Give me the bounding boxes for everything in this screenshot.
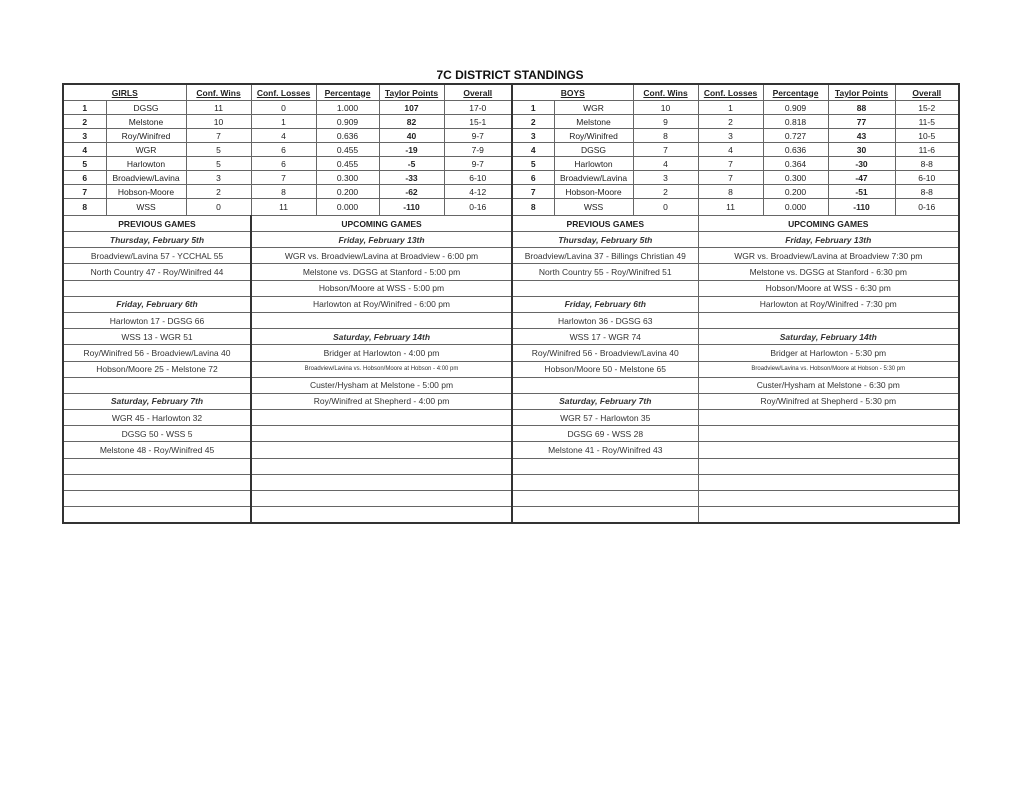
boys-team: Hobson-Moore xyxy=(554,185,633,199)
boys-team: Harlowton xyxy=(554,157,633,171)
empty-cell xyxy=(251,491,512,507)
boys-team: WGR xyxy=(554,101,633,115)
empty-cell xyxy=(698,410,959,426)
boys-overall: 6-10 xyxy=(895,171,959,185)
game-result: Roy/Winifred 56 - Broadview/Lavina 40 xyxy=(63,345,251,361)
boys-conf-losses-header: Conf. Losses xyxy=(698,84,763,101)
boys-percentage: 0.909 xyxy=(763,101,828,115)
boys-overall: 8-8 xyxy=(895,157,959,171)
boys-percentage: 0.727 xyxy=(763,129,828,143)
girls-overall: 0-16 xyxy=(444,199,512,216)
game-result: WGR 57 - Harlowton 35 xyxy=(512,410,698,426)
boys-conf-wins: 0 xyxy=(633,199,698,216)
girls-overall: 7-9 xyxy=(444,143,512,157)
boys-overall: 11-6 xyxy=(895,143,959,157)
game-result: Harlowton 36 - DGSG 63 xyxy=(512,312,698,328)
girls-percentage: 0.000 xyxy=(316,199,379,216)
boys-taylor-points: 88 xyxy=(828,101,895,115)
boys-taylor-points: -51 xyxy=(828,185,895,199)
games-row xyxy=(63,442,959,458)
game-result: Hobson/Moore at WSS - 6:30 pm xyxy=(698,280,959,296)
girls-percentage-header: Percentage xyxy=(316,84,379,101)
boys-team: WSS xyxy=(554,199,633,216)
girls-conf-wins: 3 xyxy=(186,171,251,185)
game-date: Saturday, February 14th xyxy=(251,329,512,345)
boys-taylor-points: -30 xyxy=(828,157,895,171)
empty-cell xyxy=(251,410,512,426)
girls-conf-losses: 4 xyxy=(251,129,316,143)
boys-conf-wins: 3 xyxy=(633,171,698,185)
boys-conf-losses: 4 xyxy=(698,143,763,157)
game-date: Friday, February 6th xyxy=(63,296,251,312)
empty-cell xyxy=(512,507,698,524)
game-result: Harlowton at Roy/Winifred - 6:00 pm xyxy=(251,296,512,312)
boys-rank: 7 xyxy=(512,185,554,199)
boys-conf-losses: 7 xyxy=(698,157,763,171)
girls-upcoming-games-header: UPCOMING GAMES xyxy=(251,216,512,232)
boys-overall: 10-5 xyxy=(895,129,959,143)
standings-row xyxy=(63,129,959,143)
standings-row xyxy=(63,157,959,171)
game-result: Melstone vs. DGSG at Stanford - 5:00 pm xyxy=(251,264,512,280)
boys-rank: 8 xyxy=(512,199,554,216)
boys-overall-header: Overall xyxy=(895,84,959,101)
girls-conf-losses: 7 xyxy=(251,171,316,185)
girls-previous-games-header: PREVIOUS GAMES xyxy=(63,216,251,232)
empty-cell xyxy=(512,491,698,507)
games-row xyxy=(63,248,959,264)
girls-percentage: 0.909 xyxy=(316,115,379,129)
game-result: Hobson/Moore 25 - Melstone 72 xyxy=(63,361,251,377)
boys-conf-wins: 4 xyxy=(633,157,698,171)
empty-cell xyxy=(251,442,512,458)
boys-rank: 5 xyxy=(512,157,554,171)
girls-rank: 7 xyxy=(63,185,106,199)
boys-taylor-points: -110 xyxy=(828,199,895,216)
girls-percentage: 1.000 xyxy=(316,101,379,115)
game-result: Roy/Winifred at Shepherd - 5:30 pm xyxy=(698,393,959,409)
games-row xyxy=(63,426,959,442)
games-row xyxy=(63,361,959,377)
boys-conf-losses: 3 xyxy=(698,129,763,143)
boys-percentage: 0.636 xyxy=(763,143,828,157)
boys-conf-losses: 2 xyxy=(698,115,763,129)
boys-team-header: BOYS xyxy=(512,84,633,101)
game-result: Custer/Hysham at Melstone - 6:30 pm xyxy=(698,377,959,393)
girls-rank: 8 xyxy=(63,199,106,216)
boys-conf-losses: 1 xyxy=(698,101,763,115)
girls-conf-wins: 2 xyxy=(186,185,251,199)
boys-conf-wins: 7 xyxy=(633,143,698,157)
games-row xyxy=(63,474,959,490)
boys-percentage: 0.000 xyxy=(763,199,828,216)
game-result: WSS 13 - WGR 51 xyxy=(63,329,251,345)
standings-row xyxy=(63,101,959,115)
girls-overall-header: Overall xyxy=(444,84,512,101)
boys-team: Broadview/Lavina xyxy=(554,171,633,185)
girls-overall: 15-1 xyxy=(444,115,512,129)
girls-taylor-points: -5 xyxy=(379,157,444,171)
standings-row xyxy=(63,199,959,216)
empty-cell xyxy=(512,280,698,296)
games-row xyxy=(63,280,959,296)
girls-conf-wins: 7 xyxy=(186,129,251,143)
boys-conf-losses: 11 xyxy=(698,199,763,216)
boys-taylor-points: 30 xyxy=(828,143,895,157)
game-result: DGSG 50 - WSS 5 xyxy=(63,426,251,442)
game-date: Saturday, February 14th xyxy=(698,329,959,345)
boys-upcoming-games-header: UPCOMING GAMES xyxy=(698,216,959,232)
boys-team: Melstone xyxy=(554,115,633,129)
game-date: Saturday, February 7th xyxy=(63,393,251,409)
boys-rank: 6 xyxy=(512,171,554,185)
empty-cell xyxy=(251,474,512,490)
standings-row xyxy=(63,171,959,185)
page-title: 7C DISTRICT STANDINGS xyxy=(436,68,584,82)
empty-cell xyxy=(63,458,251,474)
girls-conf-losses: 0 xyxy=(251,101,316,115)
boys-overall: 11-5 xyxy=(895,115,959,129)
girls-conf-losses: 11 xyxy=(251,199,316,216)
girls-taylor-points: -19 xyxy=(379,143,444,157)
boys-previous-games-header: PREVIOUS GAMES xyxy=(512,216,698,232)
game-result: North Country 55 - Roy/Winifred 51 xyxy=(512,264,698,280)
empty-cell xyxy=(63,280,251,296)
boys-taylor-points: 43 xyxy=(828,129,895,143)
girls-team: Broadview/Lavina xyxy=(106,171,186,185)
girls-taylor-points: 82 xyxy=(379,115,444,129)
game-result: Broadview/Lavina vs. Hobson/Moore at Hobson - 5:30 pm xyxy=(698,361,959,377)
empty-cell xyxy=(63,491,251,507)
standings-sheet xyxy=(62,83,960,524)
boys-team: DGSG xyxy=(554,143,633,157)
empty-cell xyxy=(698,312,959,328)
game-result: Broadview/Lavina vs. Hobson/Moore at Hobson - 4:00 pm xyxy=(251,361,512,377)
empty-cell xyxy=(698,426,959,442)
empty-cell xyxy=(698,474,959,490)
games-row xyxy=(63,345,959,361)
game-date: Saturday, February 7th xyxy=(512,393,698,409)
girls-conf-wins: 0 xyxy=(186,199,251,216)
boys-overall: 0-16 xyxy=(895,199,959,216)
boys-conf-wins: 2 xyxy=(633,185,698,199)
empty-cell xyxy=(63,377,251,393)
girls-taylor-points: 40 xyxy=(379,129,444,143)
empty-cell xyxy=(512,377,698,393)
girls-taylor-points: 107 xyxy=(379,101,444,115)
game-result: WGR 45 - Harlowton 32 xyxy=(63,410,251,426)
girls-rank: 5 xyxy=(63,157,106,171)
girls-overall: 9-7 xyxy=(444,157,512,171)
boys-taylor-points: -47 xyxy=(828,171,895,185)
girls-percentage: 0.455 xyxy=(316,157,379,171)
games-row xyxy=(63,296,959,312)
girls-rank: 6 xyxy=(63,171,106,185)
girls-rank: 1 xyxy=(63,101,106,115)
girls-conf-losses: 6 xyxy=(251,143,316,157)
boys-conf-losses: 8 xyxy=(698,185,763,199)
game-result: Broadview/Lavina 37 - Billings Christian 49 xyxy=(512,248,698,264)
game-result: Custer/Hysham at Melstone - 5:00 pm xyxy=(251,377,512,393)
empty-cell xyxy=(698,442,959,458)
game-result: Broadview/Lavina 57 - YCCHAL 55 xyxy=(63,248,251,264)
game-date: Thursday, February 5th xyxy=(63,232,251,248)
game-result: Bridger at Harlowton - 4:00 pm xyxy=(251,345,512,361)
empty-cell xyxy=(251,426,512,442)
girls-taylor-points: -62 xyxy=(379,185,444,199)
boys-taylor-points: 77 xyxy=(828,115,895,129)
boys-rank: 3 xyxy=(512,129,554,143)
game-result: WGR vs. Broadview/Lavina at Broadview - 6:00 pm xyxy=(251,248,512,264)
games-row xyxy=(63,458,959,474)
game-result: Hobson/Moore 50 - Melstone 65 xyxy=(512,361,698,377)
girls-overall: 17-0 xyxy=(444,101,512,115)
games-row xyxy=(63,410,959,426)
game-result: Roy/Winifred 56 - Broadview/Lavina 40 xyxy=(512,345,698,361)
game-result: North Country 47 - Roy/Winifred 44 xyxy=(63,264,251,280)
girls-conf-wins-header: Conf. Wins xyxy=(186,84,251,101)
girls-rank: 2 xyxy=(63,115,106,129)
game-result: Hobson/Moore at WSS - 5:00 pm xyxy=(251,280,512,296)
girls-rank: 4 xyxy=(63,143,106,157)
empty-cell xyxy=(512,458,698,474)
empty-cell xyxy=(512,474,698,490)
girls-team: WGR xyxy=(106,143,186,157)
games-row xyxy=(63,377,959,393)
girls-conf-wins: 5 xyxy=(186,157,251,171)
boys-rank: 4 xyxy=(512,143,554,157)
games-row xyxy=(63,232,959,248)
boys-percentage: 0.364 xyxy=(763,157,828,171)
girls-conf-losses-header: Conf. Losses xyxy=(251,84,316,101)
standings-row xyxy=(63,143,959,157)
boys-overall: 8-8 xyxy=(895,185,959,199)
game-result: DGSG 69 - WSS 28 xyxy=(512,426,698,442)
empty-cell xyxy=(251,312,512,328)
boys-percentage: 0.200 xyxy=(763,185,828,199)
boys-conf-wins: 9 xyxy=(633,115,698,129)
boys-conf-wins: 8 xyxy=(633,129,698,143)
games-row xyxy=(63,393,959,409)
game-result: WGR vs. Broadview/Lavina at Broadview 7:30 pm xyxy=(698,248,959,264)
standings-header-row xyxy=(63,84,959,101)
game-result: Melstone 48 - Roy/Winifred 45 xyxy=(63,442,251,458)
empty-cell xyxy=(63,474,251,490)
empty-cell xyxy=(251,507,512,524)
girls-conf-losses: 1 xyxy=(251,115,316,129)
game-result: Melstone 41 - Roy/Winifred 43 xyxy=(512,442,698,458)
boys-percentage: 0.300 xyxy=(763,171,828,185)
girls-team: WSS xyxy=(106,199,186,216)
girls-percentage: 0.455 xyxy=(316,143,379,157)
girls-team: Roy/Winifred xyxy=(106,129,186,143)
girls-conf-losses: 6 xyxy=(251,157,316,171)
games-header-row xyxy=(63,216,959,232)
games-row xyxy=(63,507,959,524)
girls-percentage: 0.300 xyxy=(316,171,379,185)
girls-conf-wins: 5 xyxy=(186,143,251,157)
girls-conf-losses: 8 xyxy=(251,185,316,199)
girls-team: DGSG xyxy=(106,101,186,115)
girls-team: Harlowton xyxy=(106,157,186,171)
girls-taylor-points: -110 xyxy=(379,199,444,216)
boys-overall: 15-2 xyxy=(895,101,959,115)
girls-rank: 3 xyxy=(63,129,106,143)
game-date: Friday, February 13th xyxy=(251,232,512,248)
girls-overall: 6-10 xyxy=(444,171,512,185)
girls-percentage: 0.200 xyxy=(316,185,379,199)
boys-rank: 2 xyxy=(512,115,554,129)
boys-percentage-header: Percentage xyxy=(763,84,828,101)
girls-overall: 9-7 xyxy=(444,129,512,143)
game-result: Harlowton 17 - DGSG 66 xyxy=(63,312,251,328)
empty-cell xyxy=(698,458,959,474)
game-date: Thursday, February 5th xyxy=(512,232,698,248)
games-row xyxy=(63,491,959,507)
boys-conf-losses: 7 xyxy=(698,171,763,185)
empty-cell xyxy=(698,491,959,507)
standings-row xyxy=(63,115,959,129)
boys-percentage: 0.818 xyxy=(763,115,828,129)
boys-rank: 1 xyxy=(512,101,554,115)
boys-conf-wins-header: Conf. Wins xyxy=(633,84,698,101)
game-result: WSS 17 - WGR 74 xyxy=(512,329,698,345)
girls-team-header: GIRLS xyxy=(63,84,186,101)
game-date: Friday, February 13th xyxy=(698,232,959,248)
games-row xyxy=(63,312,959,328)
game-result: Roy/Winifred at Shepherd - 4:00 pm xyxy=(251,393,512,409)
game-date: Friday, February 6th xyxy=(512,296,698,312)
game-result: Harlowton at Roy/Winifred - 7:30 pm xyxy=(698,296,959,312)
empty-cell xyxy=(698,507,959,524)
games-row xyxy=(63,329,959,345)
girls-team: Melstone xyxy=(106,115,186,129)
game-result: Melstone vs. DGSG at Stanford - 6:30 pm xyxy=(698,264,959,280)
girls-taylor-points: -33 xyxy=(379,171,444,185)
empty-cell xyxy=(63,507,251,524)
girls-conf-wins: 10 xyxy=(186,115,251,129)
standings-row xyxy=(63,185,959,199)
girls-conf-wins: 11 xyxy=(186,101,251,115)
boys-team: Roy/Winifred xyxy=(554,129,633,143)
girls-overall: 4-12 xyxy=(444,185,512,199)
girls-team: Hobson-Moore xyxy=(106,185,186,199)
girls-percentage: 0.636 xyxy=(316,129,379,143)
games-row xyxy=(63,264,959,280)
girls-taylor-points-header: Taylor Points xyxy=(379,84,444,101)
boys-taylor-points-header: Taylor Points xyxy=(828,84,895,101)
game-result: Bridger at Harlowton - 5:30 pm xyxy=(698,345,959,361)
boys-conf-wins: 10 xyxy=(633,101,698,115)
empty-cell xyxy=(251,458,512,474)
